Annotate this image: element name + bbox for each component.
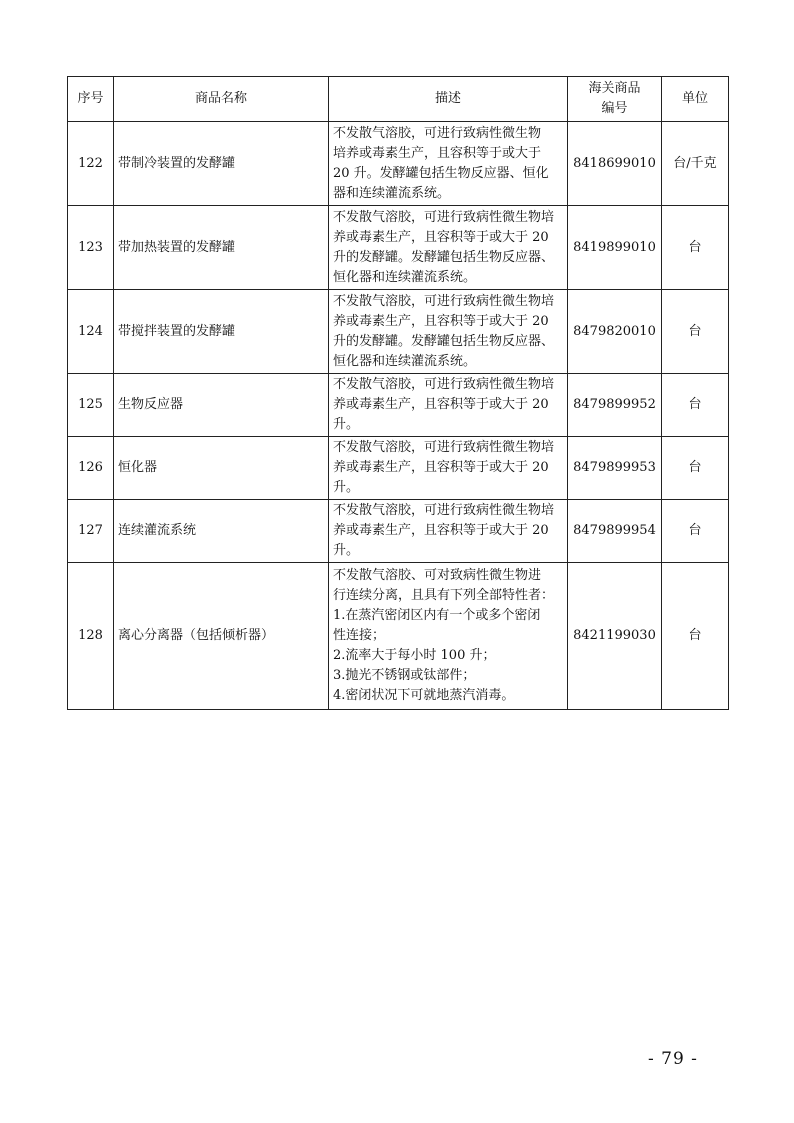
table-header: [68, 77, 729, 122]
product-name: 连续灌流系统: [114, 500, 329, 563]
customs-code: 8418699010: [568, 122, 662, 206]
unit: 台: [662, 206, 729, 290]
customs-code: 8479899954: [568, 500, 662, 563]
product-description: [329, 122, 568, 206]
header-desc: 描述: [329, 77, 568, 122]
product-description: [329, 290, 568, 374]
description-line: 升。: [333, 417, 360, 432]
description-line: 不发散气溶胶，可进行致病性微生物培: [333, 377, 555, 392]
description-line: 养或毒素生产，且容积等于或大于 20: [333, 313, 549, 329]
row-number: 127: [68, 500, 114, 563]
unit: 台: [662, 500, 729, 563]
product-description: [329, 500, 568, 563]
product-name: 恒化器: [114, 437, 329, 500]
row-number: 125: [68, 374, 114, 437]
row-number: 123: [68, 206, 114, 290]
description-line: 性连接；: [333, 628, 386, 643]
description-line: 升的发酵罐。发酵罐包括生物反应器、: [333, 249, 555, 265]
header-row: [68, 77, 729, 122]
product-name: 带制冷装置的发酵罐: [114, 122, 329, 206]
customs-code: 8421199030: [568, 563, 662, 710]
description-line: 升。: [333, 543, 360, 558]
row-number: 126: [68, 437, 114, 500]
description-line: 培养或毒素生产，且容积等于或大于: [333, 145, 542, 161]
description-line: 不发散气溶胶，可进行致病性微生物培: [333, 503, 555, 518]
description-line: 2.流率大于每小时 100 升；: [333, 648, 496, 663]
table-row: [68, 437, 729, 500]
product-description: [329, 374, 568, 437]
customs-code: 8419899010: [568, 206, 662, 290]
description-line: 升。: [333, 480, 360, 495]
unit: 台: [662, 437, 729, 500]
table-row: [68, 206, 729, 290]
description-line: 20 升。发酵罐包括生物反应器、恒化: [333, 165, 549, 181]
unit: 台: [662, 290, 729, 374]
description-line: 1.在蒸汽密闭区内有一个或多个密闭: [333, 608, 541, 623]
header-name: 商品名称: [114, 77, 329, 122]
description-line: 不发散气溶胶，可进行致病性微生物: [333, 125, 542, 141]
page-number: - 79 -: [648, 1049, 698, 1069]
description-line: 养或毒素生产，且容积等于或大于 20: [333, 229, 549, 245]
description-line: 不发散气溶胶，可进行致病性微生物培: [333, 293, 555, 309]
product-description: [329, 563, 568, 710]
row-number: 122: [68, 122, 114, 206]
header-code-line2: 编号: [601, 101, 628, 116]
description-line: 不发散气溶胶、可对致病性微生物进: [333, 568, 542, 583]
product-description: [329, 437, 568, 500]
description-line: 器和连续灌流系统。: [333, 185, 451, 201]
description-line: 4.密闭状况下可就地蒸汽消毒。: [333, 688, 515, 703]
description-line: 行连续分离，且具有下列全部特性者：: [333, 588, 555, 603]
description-line: 不发散气溶胶，可进行致病性微生物培: [333, 209, 555, 225]
description-line: 养或毒素生产，且容积等于或大于 20: [333, 397, 549, 412]
header-code-line1: 海关商品: [588, 81, 641, 96]
description-line: 恒化器和连续灌流系统。: [333, 269, 477, 285]
customs-code: 8479899952: [568, 374, 662, 437]
description-line: 不发散气溶胶，可进行致病性微生物培: [333, 440, 555, 455]
table-row: [68, 122, 729, 206]
unit: 台: [662, 563, 729, 710]
description-line: 升的发酵罐。发酵罐包括生物反应器、: [333, 333, 555, 349]
product-name: 生物反应器: [114, 374, 329, 437]
description-line: 恒化器和连续灌流系统。: [333, 353, 477, 369]
customs-code: 8479899953: [568, 437, 662, 500]
description-line: 养或毒素生产，且容积等于或大于 20: [333, 523, 549, 538]
product-name: 带搅拌装置的发酵罐: [114, 290, 329, 374]
goods-table: [67, 76, 729, 710]
row-number: 124: [68, 290, 114, 374]
table-row: [68, 563, 729, 710]
description-line: 养或毒素生产，且容积等于或大于 20: [333, 460, 549, 475]
product-name: 离心分离器（包括倾析器）: [114, 563, 329, 710]
table-row: [68, 290, 729, 374]
unit: 台/千克: [662, 122, 729, 206]
header-code: [568, 77, 662, 122]
product-name: 带加热装置的发酵罐: [114, 206, 329, 290]
customs-code: 8479820010: [568, 290, 662, 374]
description-line: 3.抛光不锈钢或钛部件；: [333, 668, 476, 683]
header-unit: 单位: [662, 77, 729, 122]
header-no: 序号: [68, 77, 114, 122]
table-row: [68, 500, 729, 563]
table-body: [68, 122, 729, 710]
product-description: [329, 206, 568, 290]
row-number: 128: [68, 563, 114, 710]
table-row: [68, 374, 729, 437]
unit: 台: [662, 374, 729, 437]
